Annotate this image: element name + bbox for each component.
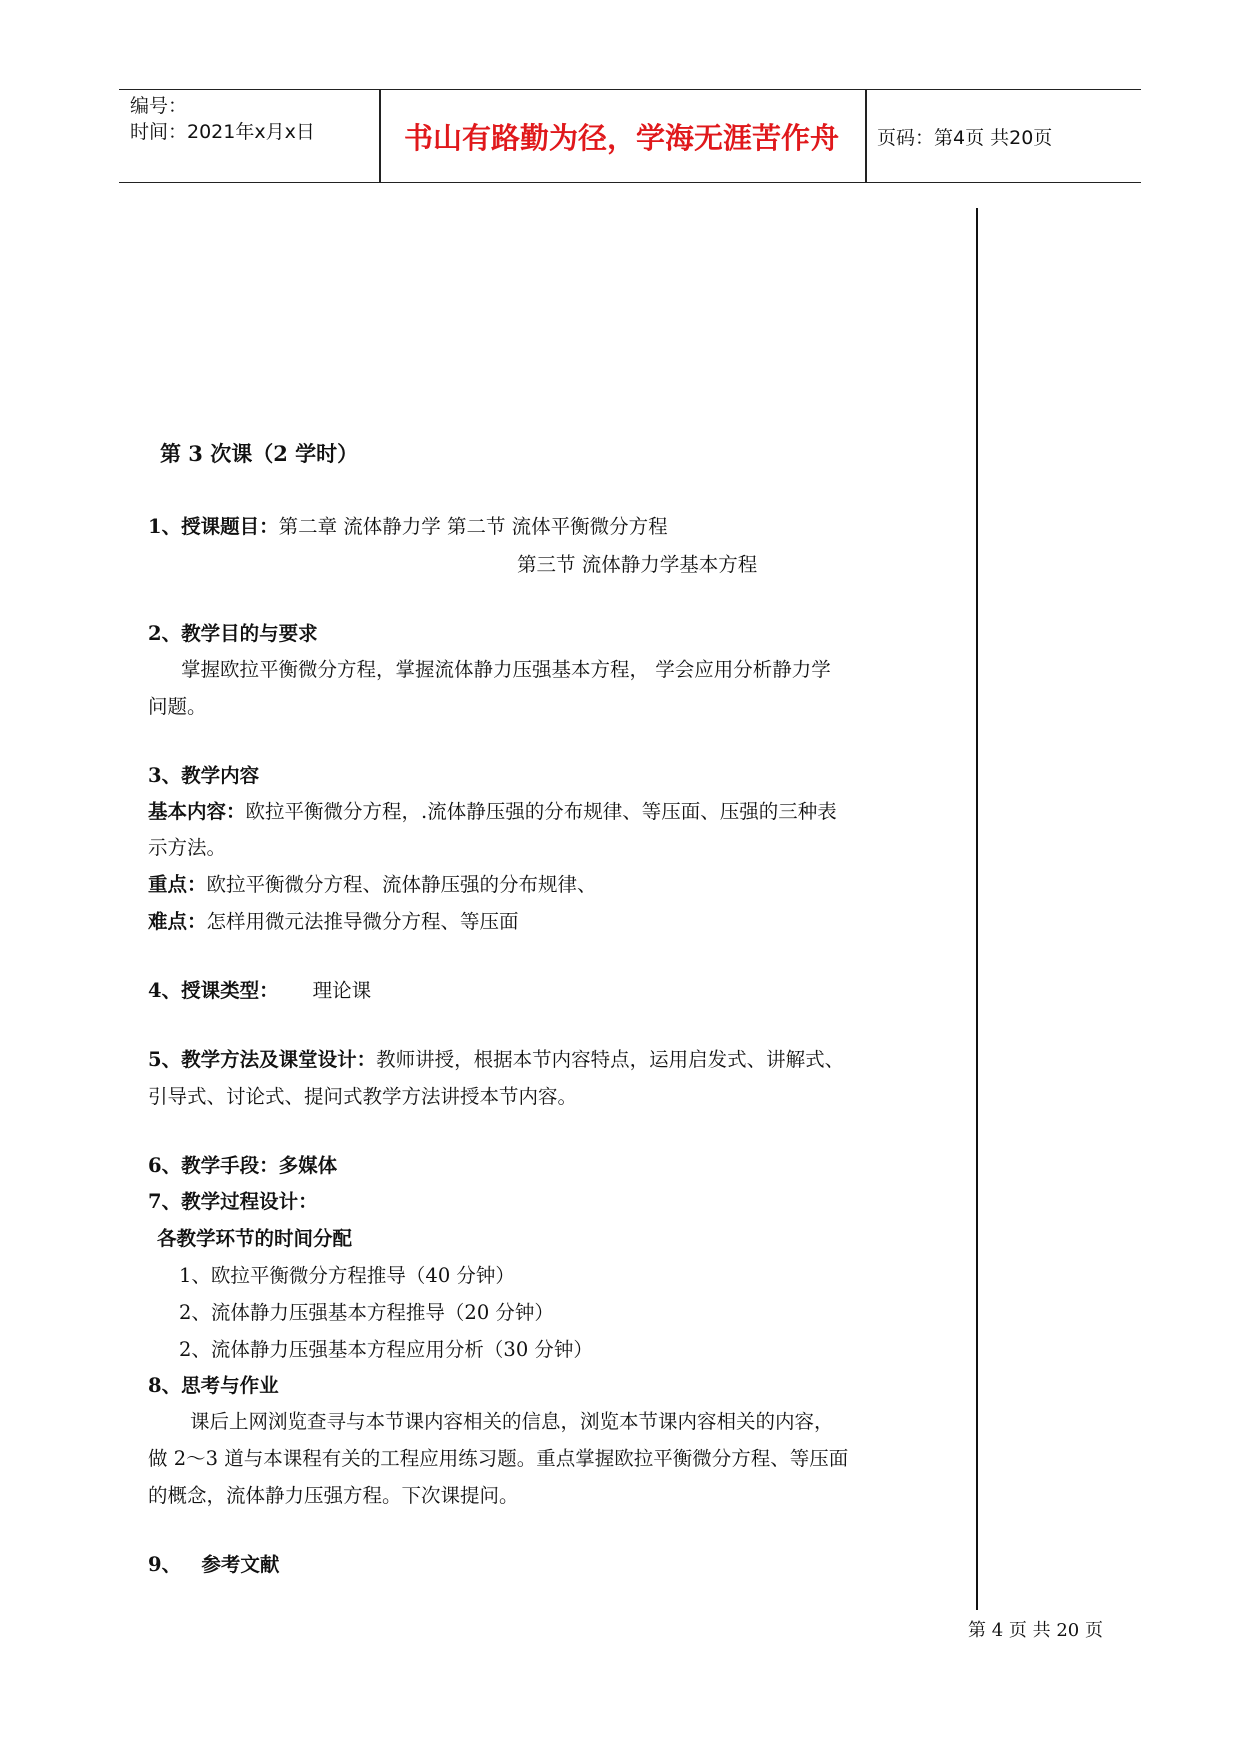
section-1-line-2: 第三节 流体静力学基本方程 xyxy=(517,553,758,576)
section-4-label: 4、授课类型： xyxy=(148,979,279,1002)
section-8-label: 8、思考与作业 xyxy=(148,1374,279,1397)
section-8-line-2: 做 2～3 道与本课程有关的工程应用练习题。重点掌握欧拉平衡微分方程、等压面 xyxy=(148,1447,849,1470)
section-4-text: 理论课 xyxy=(312,979,372,1002)
section-3-label: 3、教学内容 xyxy=(148,764,260,787)
difficulty-text: 怎样用微元法推导微分方程、等压面 xyxy=(206,910,519,933)
key-point-text: 欧拉平衡微分方程、流体静压强的分布规律、 xyxy=(206,873,597,896)
section-2-line-1: 掌握欧拉平衡微分方程，掌握流体静力压强基本方程， 学会应用分析静力学 xyxy=(181,658,831,681)
basic-content-text: 欧拉平衡微分方程，.流体静压强的分布规律、等压面、压强的三种表 xyxy=(245,800,837,823)
section-5-line-2: 引导式、讨论式、提问式教学方法讲授本节内容。 xyxy=(148,1085,578,1108)
basic-content-label: 基本内容： xyxy=(148,800,246,823)
section-9-label: 9、 参考文献 xyxy=(148,1553,280,1576)
page-header-table xyxy=(119,89,1141,183)
key-point-label: 重点： xyxy=(148,873,207,896)
section-6-label: 6、教学手段：多媒体 xyxy=(148,1154,338,1177)
section-1-label: 1、授课题目： xyxy=(148,515,279,538)
section-1-line-1 xyxy=(148,511,668,539)
difficulty-label: 难点： xyxy=(148,910,207,933)
section-3-difficulty xyxy=(148,906,519,934)
section-8-line-1: 课后上网浏览查寻与本节课内容相关的信息，浏览本节课内容相关的内容， xyxy=(190,1410,834,1433)
section-2-line-2: 问题。 xyxy=(148,695,207,718)
section-4 xyxy=(148,975,371,1003)
list-item: 2、流体静力压强基本方程应用分析（30 分钟） xyxy=(179,1338,593,1361)
section-8-line-3: 的概念，流体静力压强方程。下次课提问。 xyxy=(148,1484,519,1507)
section-2-label: 2、教学目的与要求 xyxy=(148,622,318,645)
section-3-key-point xyxy=(148,869,597,897)
page-footer: 第 4 页 共 20 页 xyxy=(968,1620,1103,1641)
section-1-text: 第二章 流体静力学 第二节 流体平衡微分方程 xyxy=(278,515,668,538)
header-page-info: 页码：第4页 共20页 xyxy=(877,126,1053,149)
lesson-title: 第 3 次课（2 学时） xyxy=(160,441,359,466)
section-3-basic-line-1 xyxy=(148,796,837,824)
section-7-subheading: 各教学环节的时间分配 xyxy=(157,1227,353,1250)
list-item: 2、流体静力压强基本方程推导（20 分钟） xyxy=(179,1301,554,1324)
section-5-line-1 xyxy=(148,1044,844,1072)
margin-rule xyxy=(976,208,978,1610)
header-meta xyxy=(130,90,378,182)
section-3-basic-line-2: 示方法。 xyxy=(148,836,227,859)
section-5-text: 教师讲授，根据本节内容特点，运用启发式、讲解式、 xyxy=(376,1048,845,1071)
header-divider xyxy=(865,90,867,182)
header-number-label: 编号： xyxy=(130,95,188,117)
header-time-label: 时间：2021年x月x日 xyxy=(130,121,315,143)
list-item: 1、欧拉平衡微分方程推导（40 分钟） xyxy=(179,1264,515,1287)
header-motto: 书山有路勤为径，学海无涯苦作舟 xyxy=(403,120,839,155)
section-5-label: 5、教学方法及课堂设计： xyxy=(148,1048,377,1071)
section-7-label: 7、教学过程设计： xyxy=(148,1190,318,1213)
